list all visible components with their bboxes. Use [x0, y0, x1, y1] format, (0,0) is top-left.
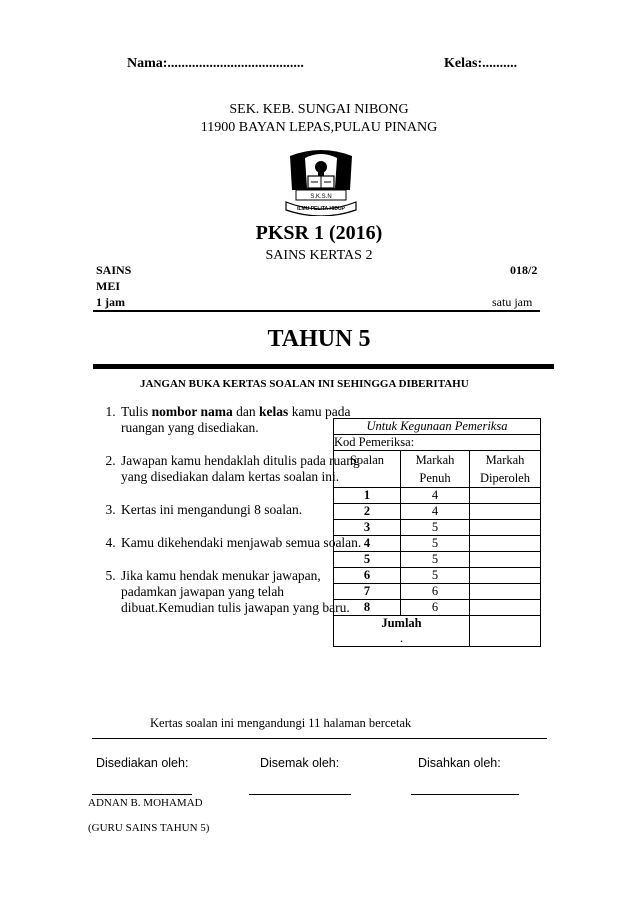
- total-row: [334, 616, 541, 647]
- signature-line: [92, 794, 192, 795]
- preparer-role: (GURU SAINS TAHUN 5): [88, 822, 210, 834]
- score-cell[interactable]: [470, 600, 541, 616]
- school-address: 11900 BAYAN LEPAS,PULAU PINANG: [200, 120, 438, 135]
- table-row: 6 5: [334, 568, 541, 584]
- signature-line: [249, 794, 351, 795]
- score-cell[interactable]: [470, 552, 541, 568]
- instruction-item: 4. Kamu dikehendaki menjawab semua soalan.: [119, 535, 369, 551]
- exam-month: MEI: [96, 279, 120, 293]
- school-crest-icon: [280, 146, 362, 216]
- page-count-note: Kertas soalan ini mengandungi 11 halaman bercetak: [150, 716, 412, 730]
- divider-thick: [93, 364, 554, 369]
- school-name: SEK. KEB. SUNGAI NIBONG: [229, 102, 409, 117]
- total-label: Jumlah: [381, 616, 422, 630]
- col-header-markah: Markah: [401, 451, 470, 470]
- table-row: 3 5: [334, 520, 541, 536]
- table-row: 7 6: [334, 584, 541, 600]
- col-header-diperoleh: Diperoleh: [470, 469, 541, 488]
- table-row: 1 4: [334, 488, 541, 504]
- score-cell[interactable]: [470, 584, 541, 600]
- year-level-title: TAHUN 5: [267, 326, 371, 352]
- disemak-label: Disemak oleh:: [260, 756, 340, 770]
- exam-title: PKSR 1 (2016): [255, 222, 383, 244]
- instruction-item: 2. Jawapan kamu hendaklah ditulis pada ruang yang disediakan dalam kertas soalan ini.: [119, 453, 369, 485]
- score-cell[interactable]: [470, 568, 541, 584]
- subject-label: SAINS: [96, 263, 132, 277]
- score-cell[interactable]: [470, 536, 541, 552]
- col-header-soalan: Soalan: [334, 451, 401, 470]
- score-cell[interactable]: [470, 488, 541, 504]
- score-cell[interactable]: [470, 520, 541, 536]
- col-header-markah2: Markah: [470, 451, 541, 470]
- warning-text: JANGAN BUKA KERTAS SOALAN INI SEHINGGA DIBERITAHU: [140, 378, 469, 390]
- table-title: Untuk Kegunaan Pemeriksa: [334, 419, 541, 435]
- crest-motto: ILMU PELITA HIDUP: [297, 206, 345, 212]
- preparer-name: ADNAN B. MOHAMAD: [88, 797, 203, 809]
- paper-code: 018/2: [510, 263, 538, 277]
- col-header-penuh: Penuh: [401, 469, 470, 488]
- exam-subtitle: SAINS KERTAS 2: [265, 248, 373, 263]
- total-mark: .: [399, 631, 404, 645]
- table-row: 8 6: [334, 600, 541, 616]
- examiner-mark-table: [333, 418, 541, 647]
- signature-line: [411, 794, 519, 795]
- divider-bottom: [92, 738, 547, 739]
- disahkan-label: Disahkan oleh:: [418, 756, 501, 770]
- kelas-field: Kelas:..........: [444, 56, 518, 71]
- table-row: 2 4: [334, 504, 541, 520]
- disediakan-label: Disediakan oleh:: [96, 756, 189, 770]
- instruction-item: 5. Jika kamu hendak menukar jawapan, padamkan jawapan yang telah dibuat.Kemudian tulis jawapan yang baru.: [119, 568, 369, 616]
- examiner-code-label: Kod Pemeriksa:: [334, 435, 541, 451]
- instruction-item: 1. Tulis nombor nama dan kelas kamu pada ruangan yang disediakan.: [119, 404, 369, 436]
- table-row: 4 5: [334, 536, 541, 552]
- table-row: 5 5: [334, 552, 541, 568]
- crest-initials: S.K.S.N: [310, 194, 332, 200]
- instruction-item: 3. Kertas ini mengandungi 8 soalan.: [119, 502, 369, 518]
- nama-field: Nama:.......................................: [127, 56, 304, 71]
- score-cell[interactable]: [470, 504, 541, 520]
- exam-duration: 1 jam: [96, 295, 125, 309]
- exam-duration-words: satu jam: [492, 295, 533, 309]
- divider: [93, 310, 540, 312]
- total-score-cell[interactable]: [470, 616, 541, 647]
- instruction-list: [90, 404, 369, 633]
